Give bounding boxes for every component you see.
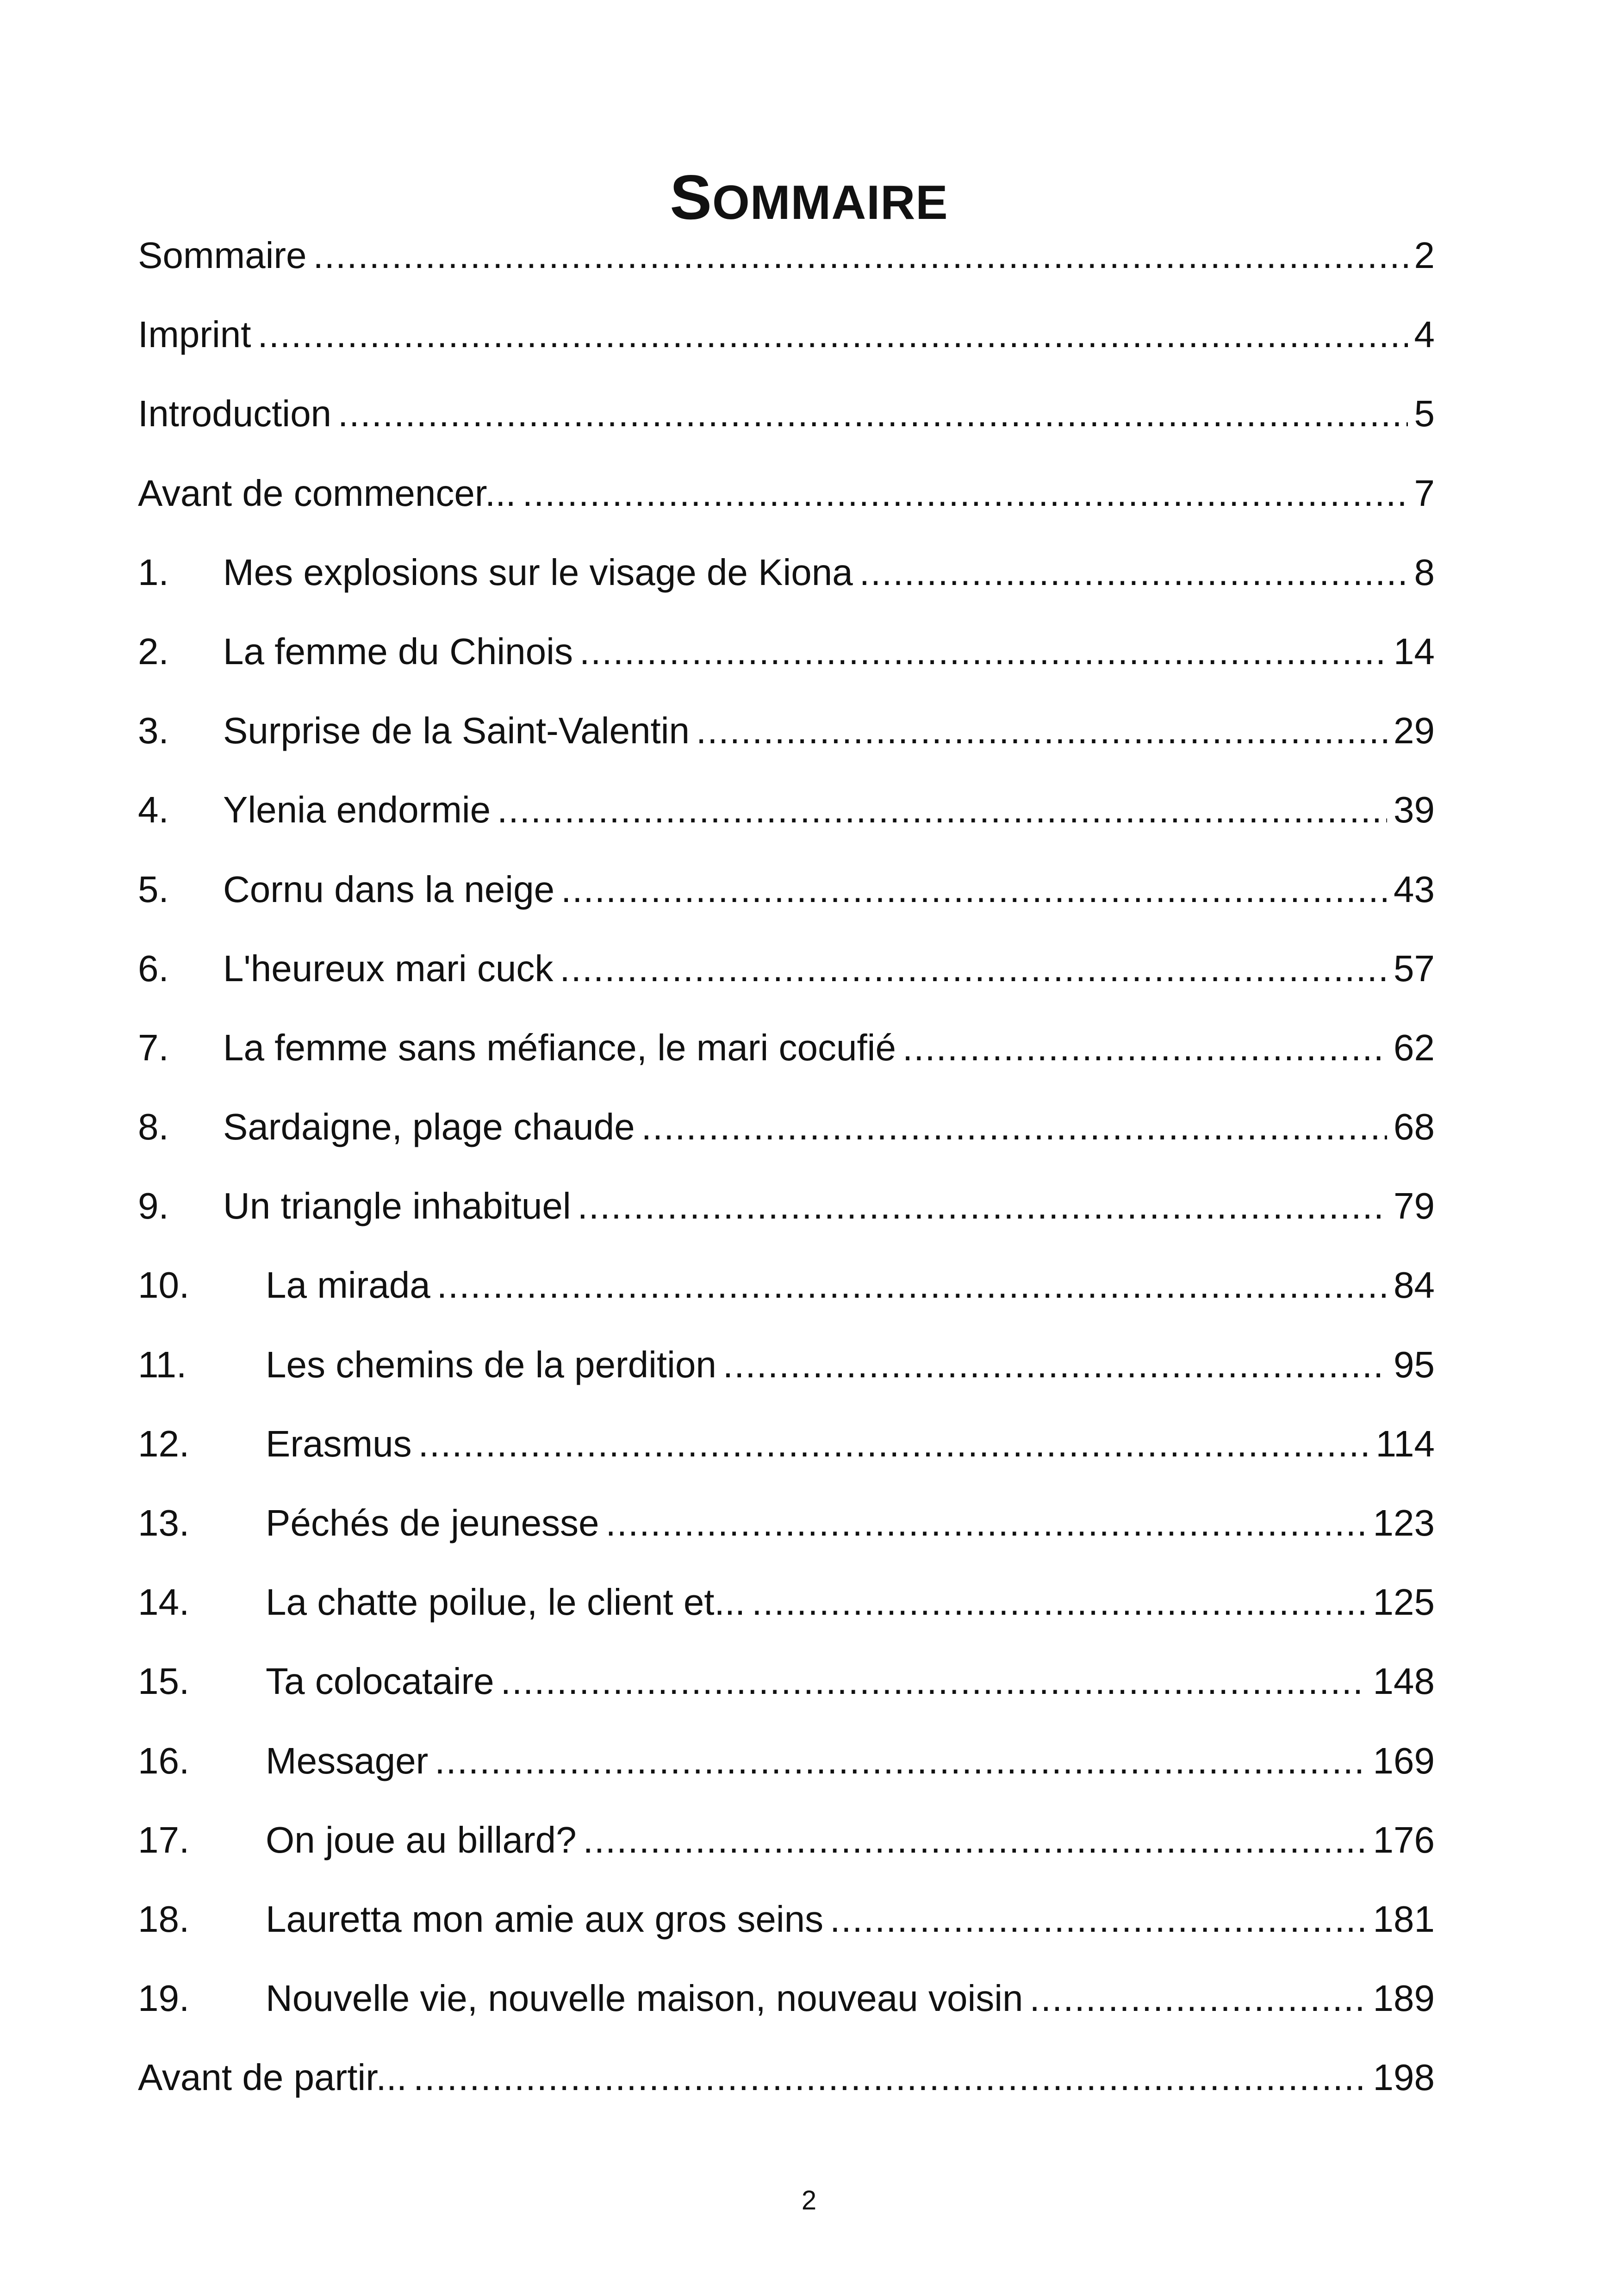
- toc-entry-page[interactable]: 39: [1394, 789, 1435, 831]
- page-title-rest: OMMAIRE: [712, 176, 948, 230]
- toc-dot-leader: [578, 1183, 1387, 1229]
- toc-entry-title[interactable]: Imprint: [138, 314, 251, 355]
- toc-entry[interactable]: [138, 470, 1435, 549]
- toc-entry[interactable]: [138, 866, 1435, 946]
- toc-entry[interactable]: [138, 1975, 1435, 2054]
- toc-entry-number: 19.: [138, 1978, 190, 2019]
- toc-dot-leader: [641, 1104, 1387, 1150]
- toc-entry[interactable]: [138, 311, 1435, 391]
- table-of-contents: [138, 232, 1435, 2134]
- toc-entry[interactable]: [138, 1896, 1435, 1975]
- toc-entry[interactable]: [138, 1421, 1435, 1500]
- toc-entry-title[interactable]: Messager: [266, 1740, 429, 1781]
- toc-entry-page[interactable]: 43: [1394, 868, 1435, 910]
- toc-entry-number: 10.: [138, 1264, 190, 1306]
- toc-entry-page[interactable]: 198: [1373, 2057, 1435, 2098]
- toc-entry-page[interactable]: 79: [1394, 1185, 1435, 1227]
- toc-entry-title[interactable]: Lauretta mon amie aux gros seins: [266, 1898, 824, 1940]
- toc-dot-leader: [723, 1342, 1387, 1388]
- toc-entry-title[interactable]: Péchés de jeunesse: [266, 1502, 599, 1543]
- toc-entry[interactable]: [138, 1342, 1435, 1421]
- toc-entry-title[interactable]: La chatte poilue, le client et...: [266, 1581, 746, 1623]
- toc-entry-number: 9.: [138, 1185, 169, 1227]
- toc-entry-number: 16.: [138, 1740, 190, 1781]
- toc-entry-number: 4.: [138, 789, 169, 831]
- toc-entry[interactable]: [138, 946, 1435, 1025]
- toc-entry[interactable]: [138, 2054, 1435, 2134]
- toc-entry[interactable]: [138, 1738, 1435, 1817]
- page-number: 2: [801, 2185, 817, 2215]
- toc-dot-leader: [579, 628, 1387, 675]
- toc-entry-title[interactable]: Les chemins de la perdition: [266, 1344, 716, 1385]
- toc-entry-page[interactable]: 62: [1394, 1027, 1435, 1068]
- toc-entry-page[interactable]: 5: [1414, 393, 1435, 435]
- toc-entry[interactable]: [138, 549, 1435, 628]
- toc-dot-leader: [583, 1817, 1367, 1863]
- toc-entry[interactable]: [138, 1104, 1435, 1183]
- toc-dot-leader: [435, 1738, 1366, 1784]
- toc-entry-title[interactable]: Surprise de la Saint-Valentin: [223, 710, 690, 752]
- toc-dot-leader: [696, 708, 1387, 754]
- toc-dot-leader: [418, 1421, 1369, 1467]
- toc-entry[interactable]: [138, 232, 1435, 311]
- toc-entry-page[interactable]: 176: [1373, 1819, 1435, 1860]
- toc-entry[interactable]: [138, 787, 1435, 866]
- toc-dot-leader: [902, 1025, 1387, 1071]
- toc-entry-title[interactable]: Ylenia endormie: [223, 789, 491, 831]
- toc-dot-leader: [752, 1579, 1366, 1625]
- toc-dot-leader: [859, 549, 1408, 596]
- toc-dot-leader: [561, 866, 1387, 913]
- toc-dot-leader: [338, 391, 1407, 437]
- toc-dot-leader: [437, 1262, 1387, 1308]
- toc-entry-title[interactable]: La mirada: [266, 1264, 430, 1306]
- toc-entry-title[interactable]: Mes explosions sur le visage de Kiona: [223, 551, 853, 593]
- toc-entry-title[interactable]: La femme sans méfiance, le mari cocufié: [223, 1027, 896, 1068]
- toc-entry[interactable]: [138, 1817, 1435, 1896]
- toc-entry-number: 14.: [138, 1581, 190, 1623]
- toc-entry-page[interactable]: 114: [1375, 1423, 1435, 1464]
- toc-entry-number: 8.: [138, 1106, 169, 1148]
- toc-entry-title[interactable]: L'heureux mari cuck: [223, 947, 554, 989]
- toc-entry-title[interactable]: Avant de commencer...: [138, 472, 516, 514]
- toc-dot-leader: [497, 787, 1387, 833]
- toc-entry[interactable]: [138, 1025, 1435, 1104]
- toc-entry[interactable]: [138, 391, 1435, 470]
- toc-entry-title[interactable]: Ta colocataire: [266, 1661, 494, 1702]
- toc-entry-page[interactable]: 57: [1394, 947, 1435, 989]
- toc-entry-number: 5.: [138, 868, 169, 910]
- toc-entry-page[interactable]: 14: [1394, 630, 1435, 672]
- toc-entry-number: 1.: [138, 551, 169, 593]
- page-title-initial: S: [670, 162, 713, 233]
- toc-entry-page[interactable]: 7: [1414, 472, 1435, 514]
- toc-entry[interactable]: [138, 628, 1435, 708]
- toc-dot-leader: [501, 1658, 1367, 1705]
- toc-entry-number: 15.: [138, 1661, 190, 1702]
- toc-entry-title[interactable]: La femme du Chinois: [223, 630, 573, 672]
- toc-entry-number: 17.: [138, 1819, 190, 1860]
- toc-dot-leader: [258, 311, 1408, 358]
- toc-entry-page[interactable]: 181: [1373, 1898, 1435, 1940]
- toc-entry-page[interactable]: 169: [1373, 1740, 1435, 1781]
- toc-entry-number: 11.: [138, 1344, 187, 1385]
- toc-entry-page[interactable]: 148: [1373, 1661, 1435, 1702]
- toc-entry-title[interactable]: Sommaire: [138, 235, 307, 276]
- toc-dot-leader: [313, 232, 1408, 279]
- toc-entry-number: 18.: [138, 1898, 190, 1940]
- toc-entry-title[interactable]: On joue au billard?: [266, 1819, 577, 1860]
- toc-entry[interactable]: [138, 1262, 1435, 1341]
- toc-dot-leader: [1030, 1975, 1367, 2022]
- toc-dot-leader: [413, 2054, 1366, 2101]
- toc-entry[interactable]: [138, 1658, 1435, 1737]
- toc-entry[interactable]: [138, 1579, 1435, 1658]
- toc-dot-leader: [606, 1500, 1367, 1546]
- toc-entry-number: 13.: [138, 1502, 190, 1543]
- toc-entry-title[interactable]: Erasmus: [266, 1423, 412, 1464]
- toc-entry-title[interactable]: Nouvelle vie, nouvelle maison, nouveau voisin: [266, 1978, 1023, 2019]
- toc-entry-page[interactable]: 189: [1373, 1978, 1435, 2019]
- toc-entry-number: 2.: [138, 630, 169, 672]
- toc-entry-page[interactable]: 8: [1414, 551, 1435, 593]
- toc-entry-page[interactable]: 125: [1373, 1581, 1435, 1623]
- toc-entry-page[interactable]: 29: [1394, 710, 1435, 752]
- toc-entry-title[interactable]: Sardaigne, plage chaude: [223, 1106, 635, 1148]
- toc-dot-leader: [523, 470, 1408, 516]
- toc-entry-number: 3.: [138, 710, 169, 752]
- toc-entry-page[interactable]: 123: [1373, 1502, 1435, 1543]
- toc-entry-number: 6.: [138, 947, 169, 989]
- toc-entry-number: 7.: [138, 1027, 169, 1068]
- toc-entry-page[interactable]: 84: [1394, 1264, 1435, 1306]
- toc-entry[interactable]: [138, 1183, 1435, 1262]
- toc-dot-leader: [830, 1896, 1366, 1942]
- toc-entry-title[interactable]: Avant de partir...: [138, 2057, 407, 2098]
- toc-entry-title[interactable]: Cornu dans la neige: [223, 868, 555, 910]
- toc-entry[interactable]: [138, 1500, 1435, 1579]
- toc-dot-leader: [560, 946, 1387, 992]
- toc-entry-number: 12.: [138, 1423, 190, 1464]
- toc-entry-page[interactable]: 2: [1414, 235, 1435, 276]
- toc-entry-title[interactable]: Introduction: [138, 393, 332, 435]
- toc-entry-page[interactable]: 4: [1414, 314, 1435, 355]
- page-title: [0, 160, 1618, 240]
- toc-entry-page[interactable]: 95: [1394, 1344, 1435, 1385]
- toc-entry-title[interactable]: Un triangle inhabituel: [223, 1185, 571, 1227]
- toc-entry-page[interactable]: 68: [1394, 1106, 1435, 1148]
- toc-entry[interactable]: [138, 708, 1435, 787]
